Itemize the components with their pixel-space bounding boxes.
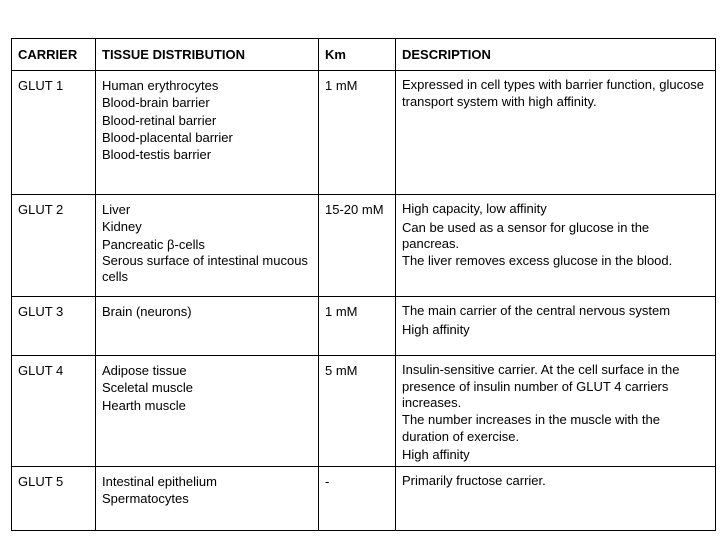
carrier-cell: GLUT 1 [12,71,96,195]
table-row [12,297,716,356]
tissue-cell [96,356,319,467]
km-cell: - [319,467,396,531]
description-line: The main carrier of the central nervous system [402,303,671,318]
tissue-line: Sceletal muscle [102,380,194,396]
tissue-cell [96,297,319,356]
tissue-cell [96,71,319,195]
description-line: High affinity [402,321,470,337]
tissue-line: Spermatocytes [102,491,189,507]
header-tissue-distribution: TISSUE DISTRIBUTION [96,39,319,71]
description-cell [396,467,716,531]
tissue-line: Intestinal epithelium [102,474,217,489]
table-row [12,71,716,195]
tissue-cell [96,195,319,297]
tissue-line: Liver [102,202,131,217]
header-km: Km [319,39,396,71]
km-cell: 1 mM [319,297,396,356]
tissue-line: Blood-testis barrier [102,147,212,163]
carrier-cell: GLUT 4 [12,356,96,467]
km-cell: 5 mM [319,356,396,467]
description-cell [396,297,716,356]
tissue-line: Blood-brain barrier [102,95,210,111]
description-cell [396,356,716,467]
tissue-cell [96,467,319,531]
description-line: High capacity, low affinity [402,201,547,216]
km-cell: 1 mM [319,71,396,195]
description-line: The number increases in the muscle with the duration of exercise. [402,411,660,444]
table-row [12,356,716,467]
description-line: Insulin-sensitive carrier. At the cell surface in the presence of insulin number of GLUT 4 carriers increases. [402,362,680,411]
description-line: High affinity [402,447,470,463]
header-description: DESCRIPTION [396,39,716,71]
description-cell [396,195,716,297]
carrier-cell: GLUT 3 [12,297,96,356]
tissue-line: Blood-retinal barrier [102,112,217,128]
tissue-line: Kidney [102,219,142,235]
tissue-line: Pancreatic β-cells [102,236,205,252]
tissue-line: Adipose tissue [102,363,187,378]
carrier-cell: GLUT 5 [12,467,96,531]
header-row [12,39,716,71]
tissue-line: Serous surface of intestinal mucous cells [102,252,308,285]
tissue-line: Human erythrocytes [102,78,219,93]
description-line: Can be used as a sensor for glucose in the pancreas. [402,219,650,252]
table-row [12,467,716,531]
tissue-line: Hearth muscle [102,397,186,413]
km-cell: 15-20 mM [319,195,396,297]
description-cell [396,71,716,195]
description-line: The liver removes excess glucose in the blood. [402,252,673,268]
description-line: Expressed in cell types with barrier function, glucose transport system with high affinity. [402,77,705,109]
glut-table [11,38,716,531]
tissue-line: Brain (neurons) [102,304,192,319]
table-row [12,195,716,297]
description-line: Primarily fructose carrier. [402,473,546,488]
carrier-cell: GLUT 2 [12,195,96,297]
header-carrier: CARRIER [12,39,96,71]
tissue-line: Blood-placental barrier [102,129,233,145]
